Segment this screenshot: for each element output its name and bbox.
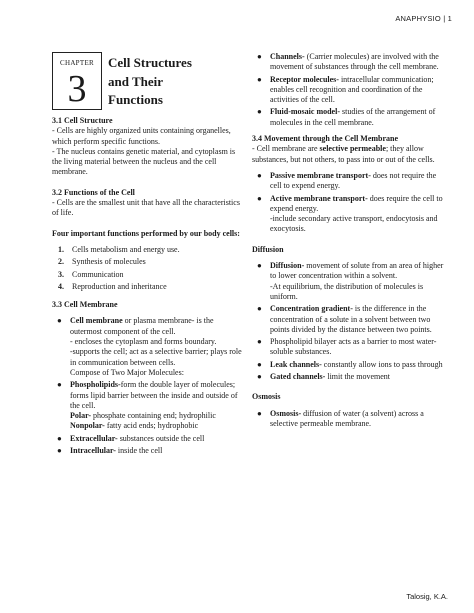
chapter-heading: [52, 52, 246, 110]
term: Receptor molecules-: [270, 74, 339, 84]
term: Nonpolar-: [70, 421, 105, 431]
definition: phosphate containing end; hydrophilic: [91, 411, 216, 421]
subline: [70, 411, 246, 421]
functions-heading: Four important functions performed by our body cells:: [52, 228, 240, 238]
list-item: [52, 380, 246, 431]
definition: is the difference in the concentration of a solute in a solvent between two points divided by the distance between two points.: [270, 304, 432, 334]
term: Phospholipids-: [70, 380, 121, 390]
chapter-label: CHAPTER: [60, 59, 94, 67]
bullet-icon: ●: [257, 372, 262, 382]
term: Leak channels-: [270, 359, 322, 369]
list-text: [270, 261, 446, 302]
list-text: Phospholipid bilayer acts as a barrier to most water-soluble substances.: [270, 337, 437, 357]
list-text: [70, 316, 246, 378]
diffusion-heading: Diffusion: [252, 244, 284, 254]
chapter-number: 3: [67, 68, 87, 111]
list-item: [252, 409, 446, 430]
subline: Compose of Two Major Molecules:: [70, 367, 184, 377]
term: Gated channels-: [270, 372, 326, 382]
list-item: [52, 270, 246, 280]
term: Diffusion-: [270, 261, 305, 271]
list-item: [52, 446, 246, 456]
diffusion-list: [252, 261, 446, 382]
subline: -At equilibrium, the distribution of molecules is uniform.: [270, 281, 424, 301]
list-item: [252, 304, 446, 335]
chapter-title-line-1: Cell Structures: [108, 55, 192, 70]
definition: does not require the cell to expend energy.: [270, 170, 437, 191]
list-item: [252, 75, 446, 106]
page-footer: Talosig, K.A.: [406, 592, 448, 601]
text: ; they allow substances, but not others, to pass into or out of the cells.: [252, 144, 435, 164]
chapter-box: [52, 52, 102, 110]
bullet-icon: ●: [57, 433, 62, 443]
term: Polar-: [70, 411, 92, 421]
list-item: [252, 261, 446, 302]
term: Active membrane transport-: [270, 193, 368, 203]
osmosis-heading: Osmosis: [252, 392, 281, 402]
definition: or plasma membrane- is the outermost component of the cell.: [70, 316, 214, 336]
list-item: [52, 282, 246, 292]
list-item: [252, 194, 446, 235]
paragraph: - Cells are highly organized units containing organelles, which perform specific functions.: [52, 126, 231, 146]
term: Concentration gradient-: [270, 304, 353, 314]
bullet-icon: ●: [257, 170, 262, 180]
list-text: [70, 446, 246, 456]
list-text: [270, 409, 446, 430]
list-text: [270, 360, 446, 370]
definition: fatty acid ends; hydrophobic: [104, 421, 199, 431]
definition: studies of the arrangement of molecules in the cell membrane.: [270, 107, 436, 127]
list-item: [252, 372, 446, 382]
bullet-icon: ●: [257, 107, 262, 117]
bullet-icon: ●: [257, 74, 262, 84]
cell-membrane-list: [52, 316, 246, 456]
list-number: 2.: [58, 257, 64, 267]
term: Intracellular-: [70, 446, 116, 456]
text: - Cell membrane are: [252, 144, 320, 154]
list-text: Reproduction and inheritance: [72, 281, 167, 291]
left-column: [52, 52, 246, 458]
term: Fluid-mosaic model-: [270, 107, 340, 117]
list-number: 1.: [58, 244, 64, 254]
chapter-title-line-3: Functions: [108, 92, 163, 107]
term: Passive membrane transport-: [270, 170, 371, 180]
paragraph: [252, 144, 446, 165]
list-item: [252, 360, 446, 370]
definition: intracellular communication; enables cell recognition and coordination of the activities of the cell.: [270, 74, 434, 105]
definition: movement of solute from an area of higher to lower concentration within a solvent.: [270, 261, 444, 281]
list-item: [252, 107, 446, 128]
section-heading-3-4: 3.4 Movement through the Cell Membrane: [252, 134, 399, 144]
bullet-icon: ●: [57, 380, 62, 390]
definition: diffusion of water (a solvent) across a selective permeable membrane.: [270, 408, 424, 428]
list-item: [52, 257, 246, 267]
section-heading-3-2: 3.2 Functions of the Cell: [52, 187, 135, 197]
list-item: [52, 245, 246, 255]
list-text: [270, 372, 446, 382]
term: Cell membrane: [70, 316, 123, 326]
list-text: [70, 434, 246, 444]
page-header: ANAPHYSIO | 1: [395, 14, 452, 23]
list-item: [252, 52, 446, 73]
subline: -supports the cell; act as a selective barrier; plays role in communication between cells.: [70, 347, 242, 367]
functions-list: [52, 245, 246, 292]
definition: does require the cell to expend energy.: [270, 193, 443, 213]
chapter-title-line-2: and Their: [108, 73, 164, 89]
paragraph: - Cells are the smallest unit that have all the characteristics of life.: [52, 198, 240, 218]
list-text: [270, 75, 446, 106]
term: selective permeable: [319, 144, 386, 154]
term: Osmosis-: [270, 408, 302, 418]
list-number: 3.: [58, 269, 64, 279]
list-text: [270, 194, 446, 235]
list-text: Synthesis of molecules: [72, 257, 146, 267]
bullet-icon: ●: [257, 261, 262, 271]
list-number: 4.: [58, 281, 64, 291]
right-column: [252, 52, 446, 431]
bullet-icon: ●: [257, 193, 262, 203]
subline: -include secondary active transport, endocytosis and exocytosis.: [270, 214, 438, 234]
list-item: [52, 434, 246, 444]
chapter-title: [108, 54, 192, 110]
osmosis-list: [252, 409, 446, 430]
membrane-components-list: [252, 52, 446, 128]
bullet-icon: ●: [257, 52, 262, 61]
list-text: [70, 380, 246, 431]
paragraph: - The nucleus contains genetic material, and cytoplasm is the living material between the nucleus and the cell membrane.: [52, 146, 236, 177]
bullet-icon: ●: [257, 359, 262, 369]
bullet-icon: ●: [57, 316, 62, 326]
bullet-icon: ●: [257, 337, 262, 347]
bullet-icon: ●: [257, 408, 262, 418]
bullet-icon: ●: [57, 446, 62, 456]
section-heading-3-1: 3.1 Cell Structure: [52, 116, 113, 125]
subline: [70, 421, 246, 431]
term: Extracellular-: [70, 433, 118, 443]
definition: form the double layer of molecules; forms lipid barrier between the inside and outside of the cell.: [70, 380, 238, 410]
list-text: [270, 52, 446, 73]
list-text: [270, 171, 446, 192]
definition: constantly allow ions to pass through: [321, 359, 443, 369]
list-text: [270, 107, 446, 128]
list-item: [52, 316, 246, 378]
section-heading-3-3: 3.3 Cell Membrane: [52, 300, 118, 310]
definition: substances outside the cell: [117, 433, 205, 443]
transport-list: [252, 171, 446, 235]
list-item: [252, 171, 446, 192]
list-text: [270, 304, 446, 335]
definition: limit the movement: [325, 372, 390, 382]
definition: (Carrier molecules) are involved with the movement of substances through the cell membrane.: [270, 52, 439, 72]
definition: inside the cell: [115, 446, 163, 456]
term: Channels-: [270, 52, 305, 61]
subline: - encloses the cytoplasm and forms boundary.: [70, 337, 217, 347]
list-text: Communication: [72, 269, 124, 279]
list-text: Cells metabolism and energy use.: [72, 244, 180, 254]
list-item: [252, 337, 446, 358]
bullet-icon: ●: [257, 304, 262, 314]
